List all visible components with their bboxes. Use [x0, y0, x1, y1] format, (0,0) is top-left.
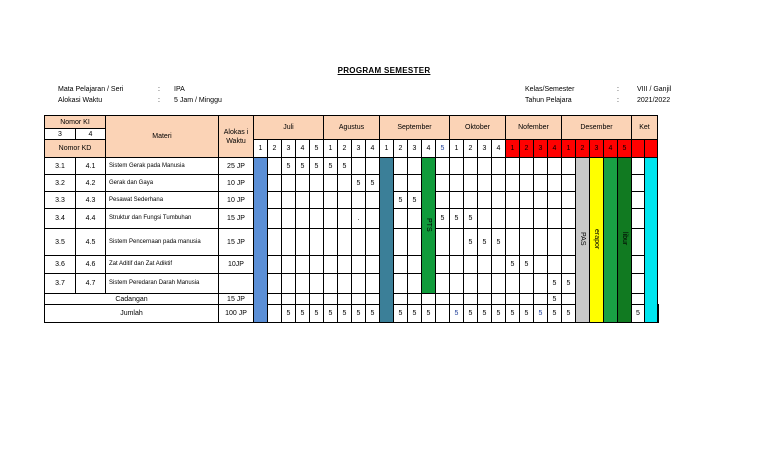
week-cell: 5 — [548, 294, 562, 305]
week-cell — [338, 192, 352, 209]
week-num: 4 — [366, 140, 380, 158]
week-cell: 5 — [408, 192, 422, 209]
week-cell: 5 — [422, 305, 436, 323]
week-cell — [548, 209, 562, 229]
week-num: 2 — [576, 140, 590, 158]
week-cell — [296, 294, 310, 305]
materi-cell: Zat Aditif dan Zat Adiktif — [106, 256, 219, 274]
week-cell — [492, 274, 506, 294]
week-cell — [268, 256, 282, 274]
page-title: PROGRAM SEMESTER — [337, 66, 431, 75]
blue-column — [254, 158, 268, 323]
week-num: 4 — [422, 140, 436, 158]
meta-value: VIII / Ganjil — [637, 86, 672, 93]
week-cell: 5 — [478, 305, 492, 323]
week-cell: 5 — [338, 158, 352, 175]
week-cell — [408, 209, 422, 229]
week-cell: 5 — [366, 175, 380, 192]
week-cell — [282, 229, 296, 256]
kd4-cell: 4.2 — [76, 175, 106, 192]
meta-right — [525, 84, 671, 106]
week-cell: 5 — [366, 305, 380, 323]
erapor-column: erapor — [590, 158, 604, 323]
week-num: 3 — [478, 140, 492, 158]
week-cell — [324, 274, 338, 294]
week-cell — [450, 192, 464, 209]
week-cell — [366, 192, 380, 209]
materi-cell: Sistem Pencernaan pada manusia — [106, 229, 219, 256]
week-cell: 5 — [464, 305, 478, 323]
week-cell — [450, 229, 464, 256]
week-cell — [338, 209, 352, 229]
week-cell — [324, 294, 338, 305]
week-cell — [520, 158, 534, 175]
week-cell — [366, 158, 380, 175]
week-num: 4 — [604, 140, 618, 158]
week-cell — [450, 294, 464, 305]
waktu-cell: 15 JP — [219, 209, 254, 229]
week-cell — [324, 175, 338, 192]
week-cell — [506, 209, 520, 229]
week-cell — [296, 192, 310, 209]
week-cell: 5 — [310, 158, 324, 175]
waktu-cell: 100 JP — [219, 305, 254, 323]
week-cell — [296, 175, 310, 192]
week-cell — [450, 274, 464, 294]
week-cell — [506, 294, 520, 305]
week-cell — [268, 274, 282, 294]
week-cell — [534, 256, 548, 274]
week-cell — [478, 294, 492, 305]
kd3-cell: 3.7 — [45, 274, 76, 294]
nomor-ki-header: Nomor KI — [45, 116, 106, 129]
week-cell — [408, 256, 422, 274]
week-cell — [478, 256, 492, 274]
meta-value: 2021/2022 — [637, 97, 671, 104]
week-num: 4 — [492, 140, 506, 158]
week-cell — [436, 175, 450, 192]
week-cell — [296, 229, 310, 256]
week-cell — [268, 192, 282, 209]
week-cell — [520, 274, 534, 294]
ket-header: Ket — [632, 116, 658, 140]
week-cell — [352, 274, 366, 294]
week-num: 3 — [534, 140, 548, 158]
week-num: 2 — [520, 140, 534, 158]
week-cell — [282, 294, 296, 305]
week-cell — [450, 256, 464, 274]
kd3-cell: 3.4 — [45, 209, 76, 229]
ket-cell — [632, 229, 645, 256]
meta-sep: : — [158, 97, 160, 104]
pas-column: PAS — [576, 158, 590, 323]
week-cell — [534, 158, 548, 175]
week-cell: 5 — [478, 229, 492, 256]
week-cell — [408, 274, 422, 294]
week-cell — [436, 229, 450, 256]
week-num: 2 — [394, 140, 408, 158]
week-cell — [366, 274, 380, 294]
week-cell — [436, 305, 450, 323]
kd4-cell: 4.4 — [76, 209, 106, 229]
week-cell — [506, 192, 520, 209]
ket-cell — [632, 158, 645, 175]
week-cell — [464, 158, 478, 175]
meta-value: IPA — [174, 86, 185, 93]
meta-label: Mata Pelajaran / Seri — [58, 86, 124, 93]
kd4-cell: 4.1 — [76, 158, 106, 175]
kd3-cell: 3.1 — [45, 158, 76, 175]
week-cell — [310, 175, 324, 192]
week-num: 1 — [254, 140, 268, 158]
week-cell — [366, 229, 380, 256]
week-cell — [436, 192, 450, 209]
ket-cell — [632, 256, 645, 274]
ket-cell — [632, 209, 645, 229]
week-cell — [492, 175, 506, 192]
alokasi-header: Alokas i Waktu — [219, 116, 254, 158]
week-cell — [324, 229, 338, 256]
week-cell — [548, 256, 562, 274]
week-num: 4 — [296, 140, 310, 158]
week-num: 5 — [436, 140, 450, 158]
week-cell — [562, 209, 576, 229]
week-num: 1 — [562, 140, 576, 158]
week-num: 3 — [282, 140, 296, 158]
week-cell — [268, 294, 282, 305]
week-cell — [408, 294, 422, 305]
semester-table — [44, 115, 659, 323]
week-cell: . — [352, 209, 366, 229]
week-cell: 5 — [408, 305, 422, 323]
week-cell — [268, 158, 282, 175]
week-cell — [562, 175, 576, 192]
week-cell — [506, 274, 520, 294]
week-cell — [394, 256, 408, 274]
kd4-cell: 4.7 — [76, 274, 106, 294]
week-cell — [310, 192, 324, 209]
week-cell: 5 — [324, 305, 338, 323]
week-cell — [352, 192, 366, 209]
week-cell — [478, 209, 492, 229]
week-cell — [464, 175, 478, 192]
week-cell: 5 — [296, 305, 310, 323]
ket-cell — [562, 294, 576, 305]
week-num: 5 — [310, 140, 324, 158]
week-cell — [282, 175, 296, 192]
week-cell — [534, 294, 548, 305]
materi-cell: Pesawat Sederhana — [106, 192, 219, 209]
week-cell — [464, 256, 478, 274]
week-cell: 5 — [352, 175, 366, 192]
week-cell — [310, 256, 324, 274]
kd4-cell: 4.5 — [76, 229, 106, 256]
week-cell — [548, 229, 562, 256]
ket-cell — [658, 305, 659, 323]
waktu-cell: 10JP — [219, 256, 254, 274]
week-cell: 5 — [506, 256, 520, 274]
week-cell — [436, 274, 450, 294]
month-september: September — [380, 116, 450, 140]
week-cell — [338, 274, 352, 294]
month-desember: Desember — [562, 116, 632, 140]
green-column — [604, 158, 618, 323]
week-num: 3 — [352, 140, 366, 158]
meta-sep: : — [617, 86, 619, 93]
week-cell: 5 — [632, 305, 645, 323]
meta-value: 5 Jam / Minggu — [174, 97, 222, 104]
ki4-header: 4 — [76, 129, 106, 140]
week-cell — [478, 192, 492, 209]
meta-label: Kelas/Semester — [525, 86, 575, 93]
waktu-cell: 15 JP — [219, 294, 254, 305]
week-cell — [520, 229, 534, 256]
week-cell: 5 — [436, 209, 450, 229]
week-cell — [436, 294, 450, 305]
week-cell — [296, 274, 310, 294]
week-cell — [338, 256, 352, 274]
cyan-column — [645, 158, 658, 323]
kd3-cell: 3.3 — [45, 192, 76, 209]
week-cell: 5 — [394, 192, 408, 209]
week-cell — [366, 256, 380, 274]
week-cell — [520, 294, 534, 305]
kd3-cell: 3.6 — [45, 256, 76, 274]
cadangan-label: Cadangan — [45, 294, 219, 305]
week-cell: 5 — [394, 305, 408, 323]
ket-cell — [632, 140, 645, 158]
week-cell — [282, 274, 296, 294]
week-cell: 5 — [562, 305, 576, 323]
week-cell — [478, 158, 492, 175]
week-cell: 5 — [464, 209, 478, 229]
week-cell — [324, 256, 338, 274]
week-cell — [422, 294, 436, 305]
week-cell — [408, 229, 422, 256]
week-cell — [366, 294, 380, 305]
week-cell — [492, 158, 506, 175]
week-cell: 5 — [282, 158, 296, 175]
kd4-cell: 4.6 — [76, 256, 106, 274]
week-cell — [352, 158, 366, 175]
waktu-cell — [219, 274, 254, 294]
meta-sep: : — [617, 97, 619, 104]
teal-column — [380, 158, 394, 323]
week-cell — [394, 229, 408, 256]
week-cell — [520, 192, 534, 209]
week-cell — [282, 256, 296, 274]
waktu-cell: 10 JP — [219, 175, 254, 192]
week-cell — [394, 274, 408, 294]
week-cell — [464, 192, 478, 209]
week-cell — [352, 256, 366, 274]
week-cell: 5 — [324, 158, 338, 175]
week-cell — [366, 209, 380, 229]
week-cell: 5 — [562, 274, 576, 294]
week-cell — [268, 229, 282, 256]
week-cell — [338, 229, 352, 256]
week-cell — [436, 158, 450, 175]
week-cell: 5 — [534, 305, 548, 323]
ki3-header: 3 — [45, 129, 76, 140]
week-cell — [310, 294, 324, 305]
week-num: 5 — [618, 140, 632, 158]
week-cell: 5 — [338, 305, 352, 323]
week-cell — [282, 209, 296, 229]
week-cell — [338, 294, 352, 305]
week-cell — [506, 158, 520, 175]
week-cell — [562, 158, 576, 175]
week-num: 1 — [506, 140, 520, 158]
kd4-cell: 4.3 — [76, 192, 106, 209]
week-cell: 5 — [506, 305, 520, 323]
week-cell — [282, 192, 296, 209]
month-nofember: Nofember — [506, 116, 562, 140]
materi-cell: Struktur dan Fungsi Tumbuhan — [106, 209, 219, 229]
week-cell — [562, 192, 576, 209]
ket-cell — [632, 175, 645, 192]
week-cell: 5 — [464, 229, 478, 256]
materi-header: Materi — [106, 116, 219, 158]
week-cell — [492, 209, 506, 229]
week-cell — [408, 158, 422, 175]
waktu-cell: 25 JP — [219, 158, 254, 175]
week-cell: 5 — [296, 158, 310, 175]
week-cell — [352, 229, 366, 256]
week-num: 2 — [268, 140, 282, 158]
week-cell: 5 — [548, 274, 562, 294]
week-cell: 5 — [450, 209, 464, 229]
week-num: 2 — [464, 140, 478, 158]
week-num: 4 — [548, 140, 562, 158]
week-num: 3 — [590, 140, 604, 158]
week-cell — [562, 229, 576, 256]
meta-label: Alokasi Waktu — [58, 97, 103, 104]
week-cell — [534, 274, 548, 294]
week-cell — [464, 294, 478, 305]
week-cell — [492, 256, 506, 274]
week-cell — [324, 209, 338, 229]
nomor-kd-header: Nomor KD — [45, 140, 106, 158]
week-cell — [394, 209, 408, 229]
week-cell — [338, 175, 352, 192]
ket-cell — [632, 192, 645, 209]
week-cell — [534, 229, 548, 256]
week-cell — [492, 294, 506, 305]
week-cell — [296, 256, 310, 274]
week-cell: 5 — [520, 256, 534, 274]
week-cell — [324, 192, 338, 209]
week-num: 1 — [380, 140, 394, 158]
kd3-cell: 3.2 — [45, 175, 76, 192]
week-cell: 5 — [520, 305, 534, 323]
month-oktober: Oktober — [450, 116, 506, 140]
week-cell: 5 — [492, 305, 506, 323]
week-cell: 5 — [310, 305, 324, 323]
week-cell — [534, 209, 548, 229]
week-cell — [310, 229, 324, 256]
week-cell: 5 — [282, 305, 296, 323]
week-cell — [478, 274, 492, 294]
week-cell — [534, 175, 548, 192]
week-cell — [520, 209, 534, 229]
jumlah-label: Jumlah — [45, 305, 219, 323]
week-cell — [562, 256, 576, 274]
week-cell — [310, 274, 324, 294]
ket-cell — [645, 140, 658, 158]
week-cell — [408, 175, 422, 192]
week-cell — [534, 192, 548, 209]
week-cell — [268, 209, 282, 229]
week-num: 3 — [408, 140, 422, 158]
week-cell — [450, 175, 464, 192]
materi-cell: Gerak dan Gaya — [106, 175, 219, 192]
week-cell: 5 — [548, 305, 562, 323]
week-cell — [310, 209, 324, 229]
week-cell — [520, 175, 534, 192]
week-cell — [268, 305, 282, 323]
month-agustus: Agustus — [324, 116, 380, 140]
month-juli: Juli — [254, 116, 324, 140]
week-num: 1 — [450, 140, 464, 158]
week-cell — [548, 158, 562, 175]
week-cell — [506, 229, 520, 256]
week-cell — [268, 175, 282, 192]
libur-column: libur — [618, 158, 632, 323]
week-cell — [296, 209, 310, 229]
waktu-cell: 15 JP — [219, 229, 254, 256]
week-num: 2 — [338, 140, 352, 158]
meta-sep: : — [158, 86, 160, 93]
kd3-cell: 3.5 — [45, 229, 76, 256]
week-num: 1 — [324, 140, 338, 158]
week-cell — [548, 192, 562, 209]
week-cell — [506, 175, 520, 192]
week-cell — [352, 294, 366, 305]
week-cell: 5 — [492, 229, 506, 256]
meta-label: Tahun Pelajara — [525, 97, 572, 104]
meta-left — [58, 84, 222, 106]
pts-column: PTS — [422, 158, 436, 294]
week-cell — [436, 256, 450, 274]
week-cell — [464, 274, 478, 294]
week-cell: 5 — [450, 305, 464, 323]
waktu-cell: 10 JP — [219, 192, 254, 209]
materi-cell: Sistem Peredaran Darah Manusia — [106, 274, 219, 294]
week-cell — [548, 175, 562, 192]
week-cell — [394, 175, 408, 192]
materi-cell: Sistem Gerak pada Manusia — [106, 158, 219, 175]
week-cell: 5 — [352, 305, 366, 323]
ket-cell — [632, 274, 645, 294]
week-cell — [450, 158, 464, 175]
week-cell — [478, 175, 492, 192]
week-cell — [492, 192, 506, 209]
week-cell — [394, 294, 408, 305]
week-cell — [394, 158, 408, 175]
